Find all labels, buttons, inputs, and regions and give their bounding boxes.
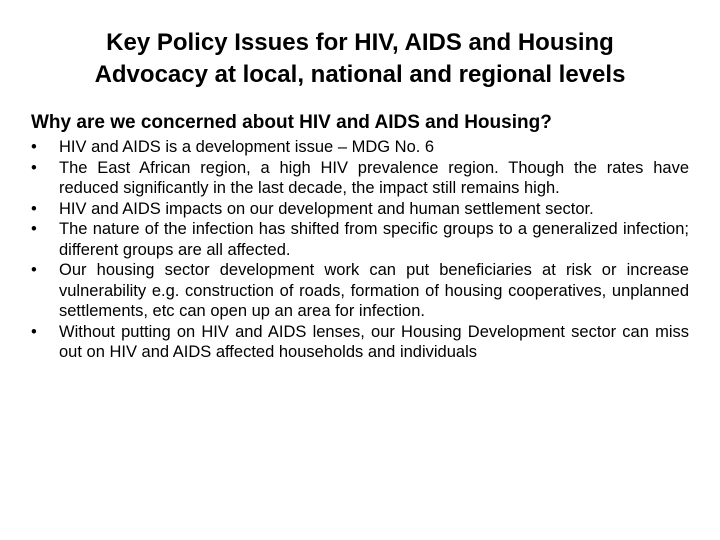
bullet-item — [31, 158, 689, 199]
bullet-icon: • — [31, 261, 37, 279]
bullet-text: The East African region, a high HIV prevalence region. Though the rates have reduced significantly in the last decade, the impact still remains high. — [59, 158, 689, 197]
bullet-icon: • — [31, 322, 37, 341]
bullet-item — [31, 260, 689, 322]
bullet-text: HIV and AIDS impacts on our development and human settlement sector. — [59, 199, 594, 218]
bullet-item — [31, 137, 689, 158]
slide-title-line-2: Advocacy at local, national and regional levels — [94, 61, 626, 88]
bullet-list — [31, 137, 689, 363]
bullet-item — [31, 199, 689, 220]
bullet-text: The nature of the infection has shifted from specific groups to a generalized infection; different groups are all affected. — [59, 220, 689, 259]
bullet-item — [31, 219, 689, 260]
bullet-icon: • — [31, 138, 37, 156]
slide-title — [20, 27, 700, 91]
bullet-text: Without putting on HIV and AIDS lenses, our Housing Development sector can miss out on HIV and AIDS affected households and individuals — [59, 322, 689, 361]
bullet-icon: • — [31, 199, 37, 218]
bullet-text: HIV and AIDS is a development issue – MDG No. 6 — [59, 138, 435, 156]
section-heading: Why are we concerned about HIV and AIDS and Housing? — [31, 112, 552, 133]
slide-title-line-1: Key Policy Issues for HIV, AIDS and Housing — [106, 29, 614, 56]
bullet-text: Our housing sector development work can put beneficiaries at risk or increase vulnerability e.g. construction of roads, formation of housing cooperatives, unplanned settlements, etc can open up an area for infection. — [59, 261, 689, 320]
bullet-icon: • — [31, 158, 37, 177]
bullet-item — [31, 322, 689, 363]
bullet-icon: • — [31, 220, 37, 238]
